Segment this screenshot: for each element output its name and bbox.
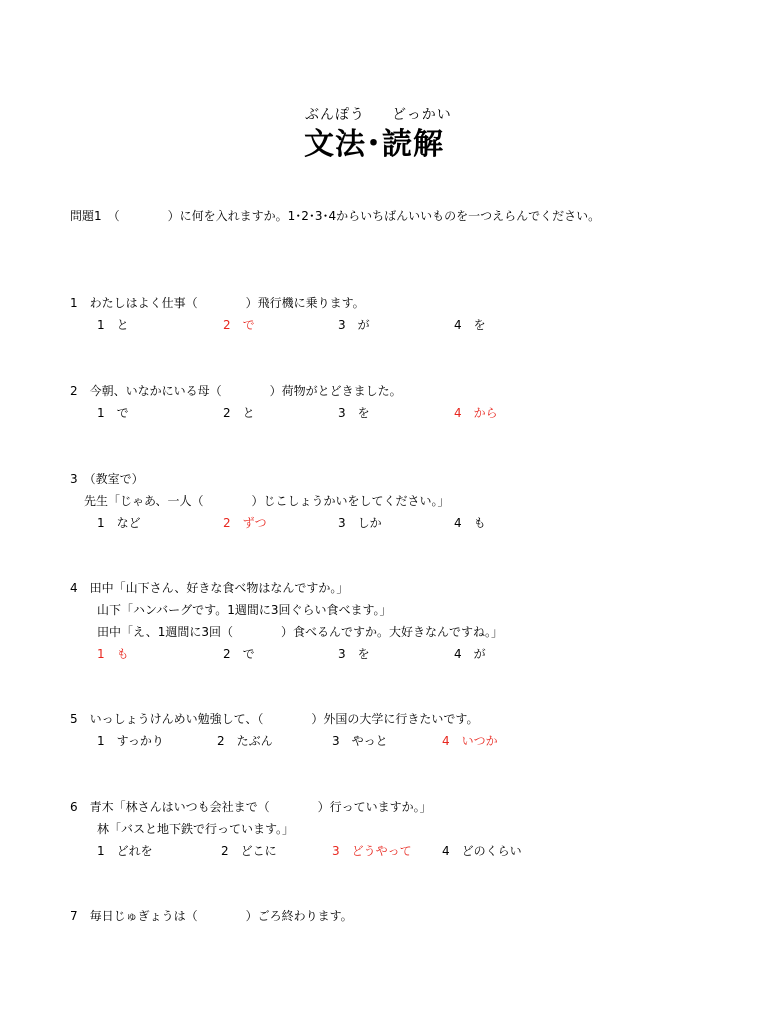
question-6-text: 6 青木「林さんはいつも会社まで（ ）行っていますか。」 [70, 800, 432, 814]
q1-option-2-answer: 2 で [223, 318, 255, 332]
q1-option-3: 3 が [338, 318, 370, 332]
q3-option-2-answer: 2 ずつ [223, 516, 267, 530]
question-7-text: 7 毎日じゅぎょうは（ ）ごろ終わります。 [70, 909, 353, 923]
q3-option-1: 1 など [97, 516, 141, 530]
q3-option-4: 4 も [454, 516, 486, 530]
q6-option-3-answer: 3 どうやって [332, 844, 412, 858]
q2-option-4-answer: 4 から [454, 406, 498, 420]
q6-option-1: 1 どれを [97, 844, 153, 858]
q5-option-2: 2 たぶん [217, 734, 273, 748]
question-1-text: 1 わたしはよく仕事（ ）飛行機に乗ります。 [70, 296, 365, 310]
q5-option-1: 1 すっかり [97, 734, 164, 748]
q6-option-4: 4 どのくらい [442, 844, 522, 858]
question-3-line-2: 先生「じゃあ、一人（ ）じこしょうかいをしてください。」 [84, 494, 450, 508]
title-ruby-bunpou: ぶんぽう [305, 107, 365, 123]
q4-option-2: 2 で [223, 647, 255, 661]
q4-option-4: 4 が [454, 647, 486, 661]
question-4-text: 4 田中「山下さん、好きな食べ物はなんですか。」 [70, 581, 349, 595]
question-3-text: 3 （教室で） [70, 472, 144, 486]
question-2-text: 2 今朝、いなかにいる母（ ）荷物がとどきました。 [70, 384, 402, 398]
q3-option-3: 3 しか [338, 516, 382, 530]
q5-option-4-answer: 4 いつか [442, 734, 498, 748]
question-4-line-2: 山下「ハンバーグです。1週間に3回ぐらい食べます。」 [97, 603, 392, 617]
question-5-text: 5 いっしょうけんめい勉強して、（ ）外国の大学に行きたいです。 [70, 712, 479, 726]
q4-option-3: 3 を [338, 647, 370, 661]
page-title: 文法･読解 [304, 127, 444, 162]
question-4-line-3: 田中「え、1週間に3回（ ）食べるんですか。大好きなんですね。」 [97, 625, 503, 639]
instruction-text: 問題1 （ ）に何を入れますか。1･2･3･4からいちばんいいものを一つえらんでください。 [70, 209, 601, 223]
q5-option-3: 3 やっと [332, 734, 388, 748]
q6-option-2: 2 どこに [221, 844, 277, 858]
question-6-line-2: 林「バスと地下鉄で行っています。」 [97, 822, 295, 836]
title-ruby-dokkai: どっかい [392, 107, 452, 123]
q4-option-1-answer: 1 も [97, 647, 129, 661]
q1-option-1: 1 と [97, 318, 129, 332]
q2-option-1: 1 で [97, 406, 129, 420]
q2-option-2: 2 と [223, 406, 255, 420]
q2-option-3: 3 を [338, 406, 370, 420]
q1-option-4: 4 を [454, 318, 486, 332]
